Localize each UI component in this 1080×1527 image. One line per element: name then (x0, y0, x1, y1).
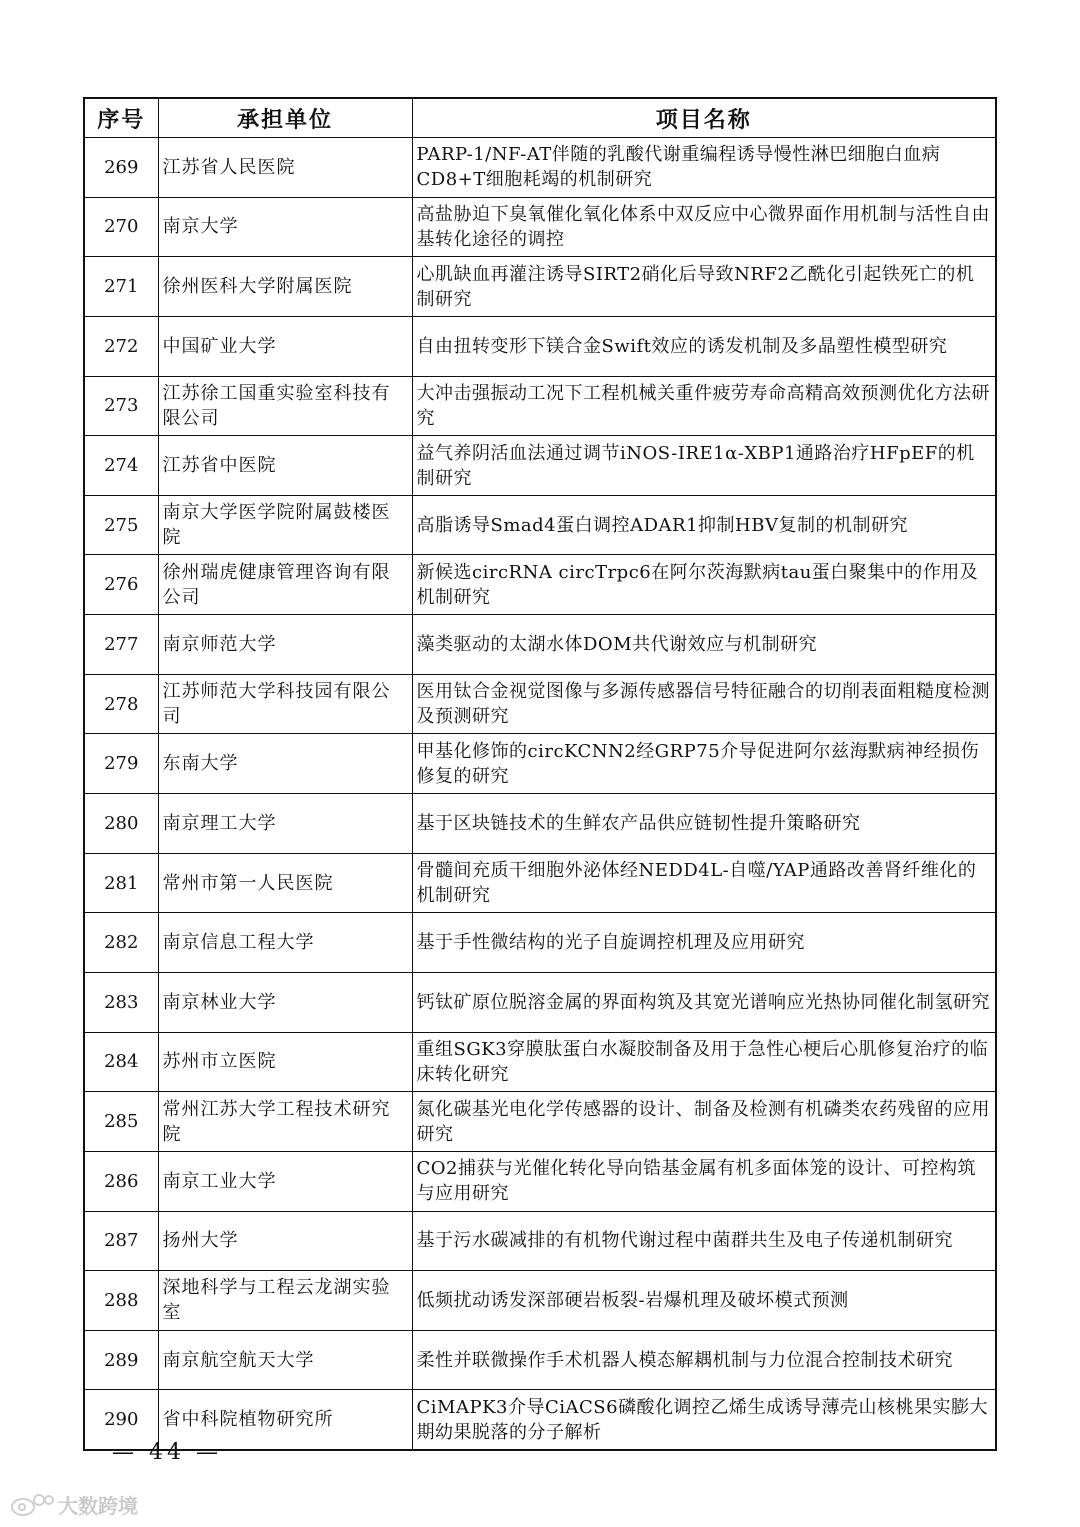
undertaking-unit-cell: 东南大学 (158, 734, 412, 794)
undertaking-unit-cell: 南京工业大学 (158, 1151, 412, 1211)
serial-number-cell: 280 (84, 794, 158, 854)
project-name-cell: 新候选circRNA circTrpc6在阿尔茨海默病tau蛋白聚集中的作用及机制研究 (412, 555, 996, 615)
table-row (84, 495, 996, 555)
table-row (84, 1271, 996, 1331)
undertaking-unit-cell: 南京师范大学 (158, 615, 412, 675)
undertaking-unit-cell: 江苏省人民医院 (158, 138, 412, 198)
project-name-cell: 低频扰动诱发深部硬岩板裂-岩爆机理及破坏模式预测 (412, 1271, 996, 1331)
header-serial-number: 序号 (84, 98, 158, 138)
watermark-text: 大数跨境 (58, 1494, 138, 1518)
project-name-cell: 高盐胁迫下臭氧催化氧化体系中双反应中心微界面作用机制与活性自由基转化途径的调控 (412, 197, 996, 257)
undertaking-unit-cell: 南京林业大学 (158, 972, 412, 1032)
serial-number-cell: 279 (84, 734, 158, 794)
table-row (84, 615, 996, 675)
undertaking-unit-cell: 省中科院植物研究所 (158, 1390, 412, 1450)
undertaking-unit-cell: 常州市第一人民医院 (158, 853, 412, 913)
serial-number-cell: 269 (84, 138, 158, 198)
undertaking-unit-cell: 南京大学医学院附属鼓楼医院 (158, 495, 412, 555)
project-name-cell: 钙钛矿原位脱溶金属的界面构筑及其宽光谱响应光热协同催化制氢研究 (412, 972, 996, 1032)
serial-number-cell: 275 (84, 495, 158, 555)
serial-number-cell: 283 (84, 972, 158, 1032)
project-name-cell: 心肌缺血再灌注诱导SIRT2硝化后导致NRF2乙酰化引起铁死亡的机制研究 (412, 257, 996, 317)
weibo-logo-icon (10, 1492, 54, 1518)
undertaking-unit-cell: 深地科学与工程云龙湖实验室 (158, 1271, 412, 1331)
table-row (84, 972, 996, 1032)
undertaking-unit-cell: 南京航空航天大学 (158, 1330, 412, 1390)
project-name-cell: 骨髓间充质干细胞外泌体经NEDD4L-自噬/YAP通路改善肾纤维化的机制研究 (412, 853, 996, 913)
serial-number-cell: 287 (84, 1211, 158, 1271)
table-row (84, 197, 996, 257)
header-undertaking-unit: 承担单位 (158, 98, 412, 138)
serial-number-cell: 289 (84, 1330, 158, 1390)
undertaking-unit-cell: 南京信息工程大学 (158, 913, 412, 973)
project-name-cell: 高脂诱导Smad4蛋白调控ADAR1抑制HBV复制的机制研究 (412, 495, 996, 555)
undertaking-unit-cell: 南京大学 (158, 197, 412, 257)
table-row (84, 853, 996, 913)
undertaking-unit-cell: 扬州大学 (158, 1211, 412, 1271)
undertaking-unit-cell: 常州江苏大学工程技术研究院 (158, 1092, 412, 1152)
undertaking-unit-cell: 江苏省中医院 (158, 436, 412, 496)
project-name-cell: 自由扭转变形下镁合金Swift效应的诱发机制及多晶塑性模型研究 (412, 316, 996, 376)
serial-number-cell: 277 (84, 615, 158, 675)
undertaking-unit-cell: 徐州瑞虎健康管理咨询有限公司 (158, 555, 412, 615)
undertaking-unit-cell: 徐州医科大学附属医院 (158, 257, 412, 317)
document-page (83, 97, 995, 1451)
serial-number-cell: 281 (84, 853, 158, 913)
project-name-cell: CiMAPK3介导CiACS6磷酸化调控乙烯生成诱导薄壳山核桃果实膨大期幼果脱落的分子解析 (412, 1390, 996, 1450)
table-row (84, 913, 996, 973)
project-name-cell: CO2捕获与光催化转化导向锆基金属有机多面体笼的设计、可控构筑与应用研究 (412, 1151, 996, 1211)
project-name-cell: 氮化碳基光电化学传感器的设计、制备及检测有机磷类农药残留的应用研究 (412, 1092, 996, 1152)
table-row (84, 138, 996, 198)
project-name-cell: 藻类驱动的太湖水体DOM共代谢效应与机制研究 (412, 615, 996, 675)
table-row (84, 734, 996, 794)
table-row (84, 436, 996, 496)
table-row (84, 1092, 996, 1152)
serial-number-cell: 285 (84, 1092, 158, 1152)
serial-number-cell: 288 (84, 1271, 158, 1331)
serial-number-cell: 286 (84, 1151, 158, 1211)
project-name-cell: 甲基化修饰的circKCNN2经GRP75介导促进阿尔兹海默病神经损伤修复的研究 (412, 734, 996, 794)
watermark (10, 1490, 138, 1519)
project-name-cell: 柔性并联微操作手术机器人模态解耦机制与力位混合控制技术研究 (412, 1330, 996, 1390)
undertaking-unit-cell: 苏州市立医院 (158, 1032, 412, 1092)
serial-number-cell: 271 (84, 257, 158, 317)
table-row (84, 1211, 996, 1271)
undertaking-unit-cell: 中国矿业大学 (158, 316, 412, 376)
project-name-cell: 重组SGK3穿膜肽蛋白水凝胶制备及用于急性心梗后心肌修复治疗的临床转化研究 (412, 1032, 996, 1092)
serial-number-cell: 290 (84, 1390, 158, 1450)
table-row (84, 257, 996, 317)
table-row (84, 1151, 996, 1211)
table-row (84, 674, 996, 734)
table-row (84, 1032, 996, 1092)
table-row (84, 555, 996, 615)
table-row (84, 376, 996, 436)
project-name-cell: 基于区块链技术的生鲜农产品供应链韧性提升策略研究 (412, 794, 996, 854)
table-row (84, 794, 996, 854)
serial-number-cell: 272 (84, 316, 158, 376)
project-name-cell: 益气养阴活血法通过调节iNOS-IRE1α-XBP1通路治疗HFpEF的机制研究 (412, 436, 996, 496)
serial-number-cell: 284 (84, 1032, 158, 1092)
table-row (84, 1330, 996, 1390)
project-name-cell: 基于手性微结构的光子自旋调控机理及应用研究 (412, 913, 996, 973)
project-name-cell: PARP-1/NF-AT伴随的乳酸代谢重编程诱导慢性淋巴细胞白血病CD8+T细胞耗竭的机制研究 (412, 138, 996, 198)
project-name-cell: 基于污水碳减排的有机物代谢过程中菌群共生及电子传递机制研究 (412, 1211, 996, 1271)
serial-number-cell: 282 (84, 913, 158, 973)
serial-number-cell: 276 (84, 555, 158, 615)
serial-number-cell: 278 (84, 674, 158, 734)
serial-number-cell: 274 (84, 436, 158, 496)
serial-number-cell: 273 (84, 376, 158, 436)
undertaking-unit-cell: 南京理工大学 (158, 794, 412, 854)
undertaking-unit-cell: 江苏徐工国重实验室科技有限公司 (158, 376, 412, 436)
page-number: — 44 — (112, 1440, 222, 1465)
project-name-cell: 大冲击强振动工况下工程机械关重件疲劳寿命高精高效预测优化方法研究 (412, 376, 996, 436)
project-table (83, 97, 997, 1451)
project-name-cell: 医用钛合金视觉图像与多源传感器信号特征融合的切削表面粗糙度检测及预测研究 (412, 674, 996, 734)
serial-number-cell: 270 (84, 197, 158, 257)
table-header-row (84, 98, 996, 138)
table-row (84, 316, 996, 376)
undertaking-unit-cell: 江苏师范大学科技园有限公司 (158, 674, 412, 734)
header-project-name: 项目名称 (412, 98, 996, 138)
